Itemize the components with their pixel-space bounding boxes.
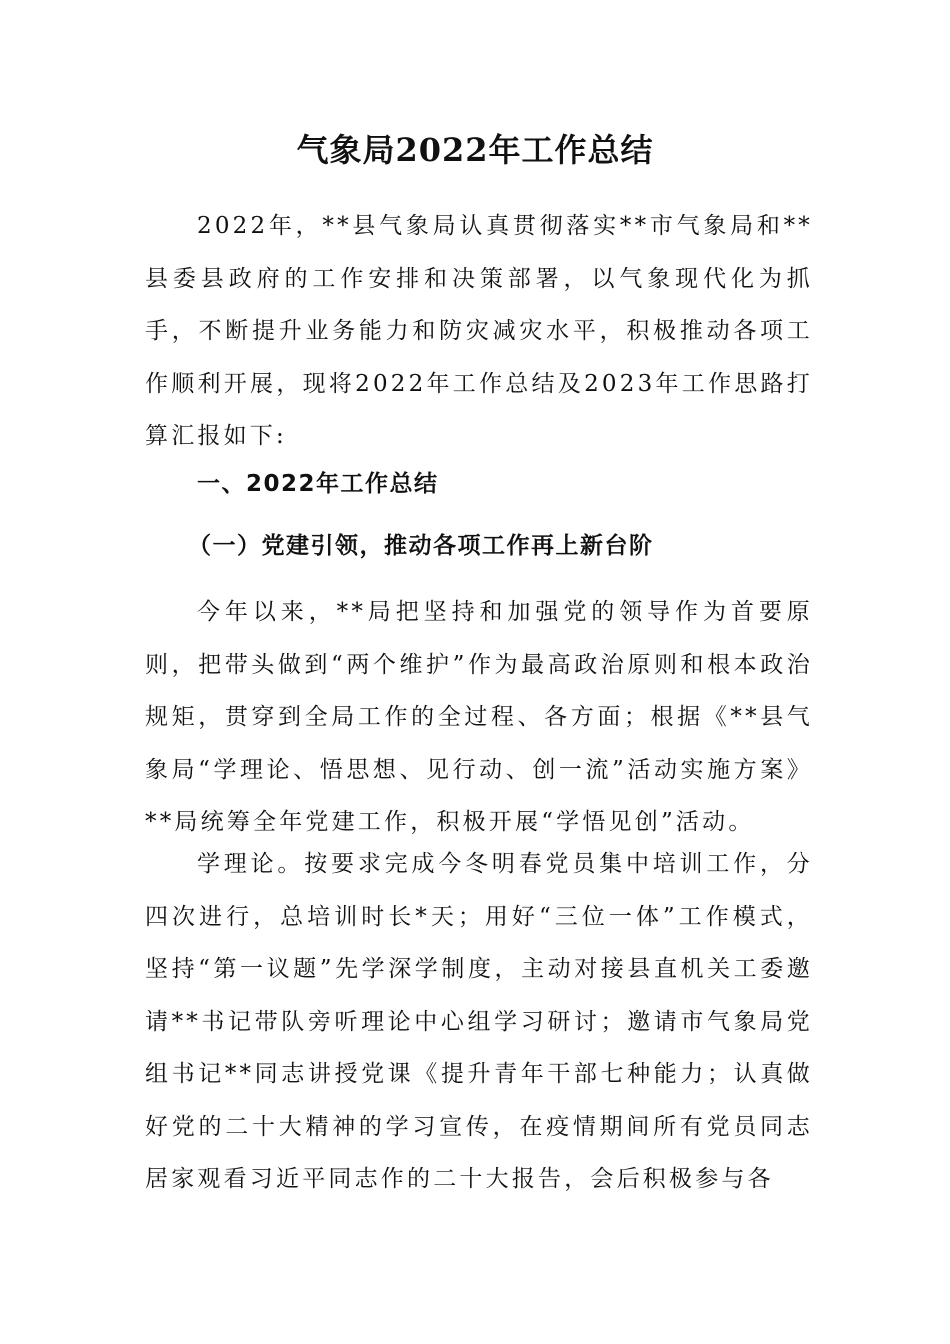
study-theory-paragraph: 学理论。按要求完成今冬明春党员集中培训工作，分四次进行，总培训时长*天；用好“三位一体”工作模式，坚持“第一议题”先学深学制度，主动对接县直机关工委邀请**书记带队旁听理论中心组学习研讨；邀请市气象局党组书记**同志讲授党课《提升青年干部七种能力；认真做好党的二十大精神的学习宣传，在疫情期间所有党员同志居家观看习近平同志作的二十大报告，会后积极参与各 — [145, 851, 813, 1192]
intro-paragraph: 2022年，**县气象局认真贯彻落实**市气象局和**县委县政府的工作安排和决策部署，以气象现代化为抓手，不断提升业务能力和防灾减灾水平，积极推动各项工作顺利开展，现将2022年工作总结及2023年工作思路打算汇报如下: — [145, 213, 813, 449]
section-heading: 一、2022年工作总结 — [197, 471, 439, 497]
subsection-heading: （一）党建引领，推动各项工作再上新台阶 — [188, 533, 654, 559]
document-title: 气象局2022年工作总结 — [296, 131, 654, 169]
party-building-paragraph: 今年以来，**局把坚持和加强党的领导作为首要原则，把带头做到“两个维护”作为最高政治原则和根本政治规矩，贯穿到全局工作的全过程、各方面；根据《**县气象局“学理论、悟思想、见行动、创一流”活动实施方案》**局统筹全年党建工作，积极开展“学悟见创”活动。 — [145, 599, 813, 835]
